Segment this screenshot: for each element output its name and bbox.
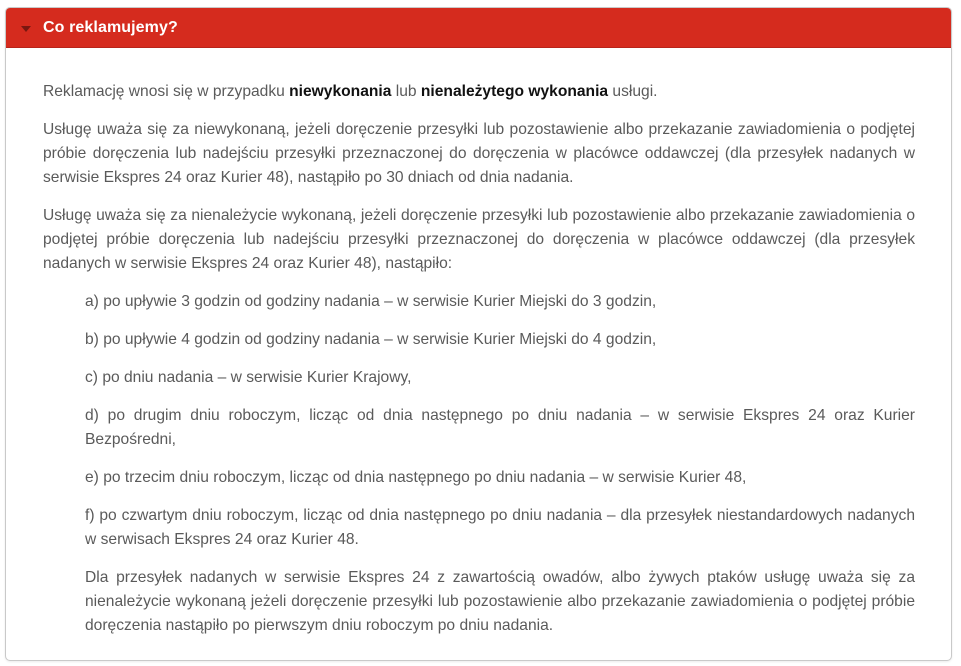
list-item: c) po dniu nadania – w serwisie Kurier Krajowy, <box>85 369 412 386</box>
intro-text-end: usługi. <box>608 83 658 100</box>
intro-text-start: Reklamację wnosi się w przypadku <box>43 83 290 100</box>
list-item: e) po trzecim dniu roboczym, licząc od dnia następnego po dniu nadania – w serwisie Kurier 48, <box>85 469 747 486</box>
intro-text-middle: lub <box>391 83 421 100</box>
paragraph-improperly-performed: Usługę uważa się za nienależycie wykonaną, jeżeli doręczenie przesyłki lub pozostawienie albo przekazanie zawiadomienia o podjętej próbie doręczenia lub nadejściu przesyłki przeznaczonej do doręczenia w placówce oddawczej (dla przesyłek nadanych w serwisie Ekspres 24 oraz Kurier 48), nastąpiło: <box>43 207 915 272</box>
intro-bold-improper-performance: nienależytego wykonania <box>420 83 609 100</box>
list-item: a) po upływie 3 godzin od godziny nadania – w serwisie Kurier Miejski do 3 godzin, <box>85 293 657 310</box>
caret-down-icon <box>21 26 31 32</box>
paragraph-not-performed: Usługę uważa się za niewykonaną, jeżeli doręczenie przesyłki lub pozostawienie albo przekazanie zawiadomienia o podjętej próbie doręczenia lub nadejściu przesyłki przeznaczonej do doręczenia w placówce oddawczej (dla przesyłek nadanych w serwisie Ekspres 24 oraz Kurier 48), nastąpiło po 30 dniach od dnia nadania. <box>43 121 915 186</box>
intro-paragraph <box>43 80 915 104</box>
list-item: b) po upływie 4 godzin od godziny nadania – w serwisie Kurier Miejski do 4 godzin, <box>85 331 657 348</box>
list-item: d) po drugim dniu roboczym, licząc od dnia następnego po dniu nadania – w serwisie Ekspres 24 oraz Kurier Bezpośredni, <box>85 407 915 448</box>
intro-bold-nonperformance: niewykonania <box>289 83 392 100</box>
final-note: Dla przesyłek nadanych w serwisie Ekspres 24 z zawartością owadów, albo żywych ptaków usługę uważa się za nienależycie wykonaną jeżeli doręczenie przesyłki lub pozostawienie albo przekazanie zawiadomienia o podjętej próbie doręczenia nastąpiło po pierwszym dniu roboczym po dniu nadania. <box>85 569 915 634</box>
accordion-content <box>6 48 951 638</box>
accordion-panel <box>5 7 952 661</box>
accordion-title: Co reklamujemy? <box>43 18 178 36</box>
accordion-header[interactable] <box>6 8 951 48</box>
conditions-list <box>43 290 915 638</box>
list-item: f) po czwartym dniu roboczym, licząc od dnia następnego po dniu nadania – dla przesyłek niestandardowych nadanych w serwisach Ekspres 24 oraz Kurier 48. <box>85 507 915 548</box>
